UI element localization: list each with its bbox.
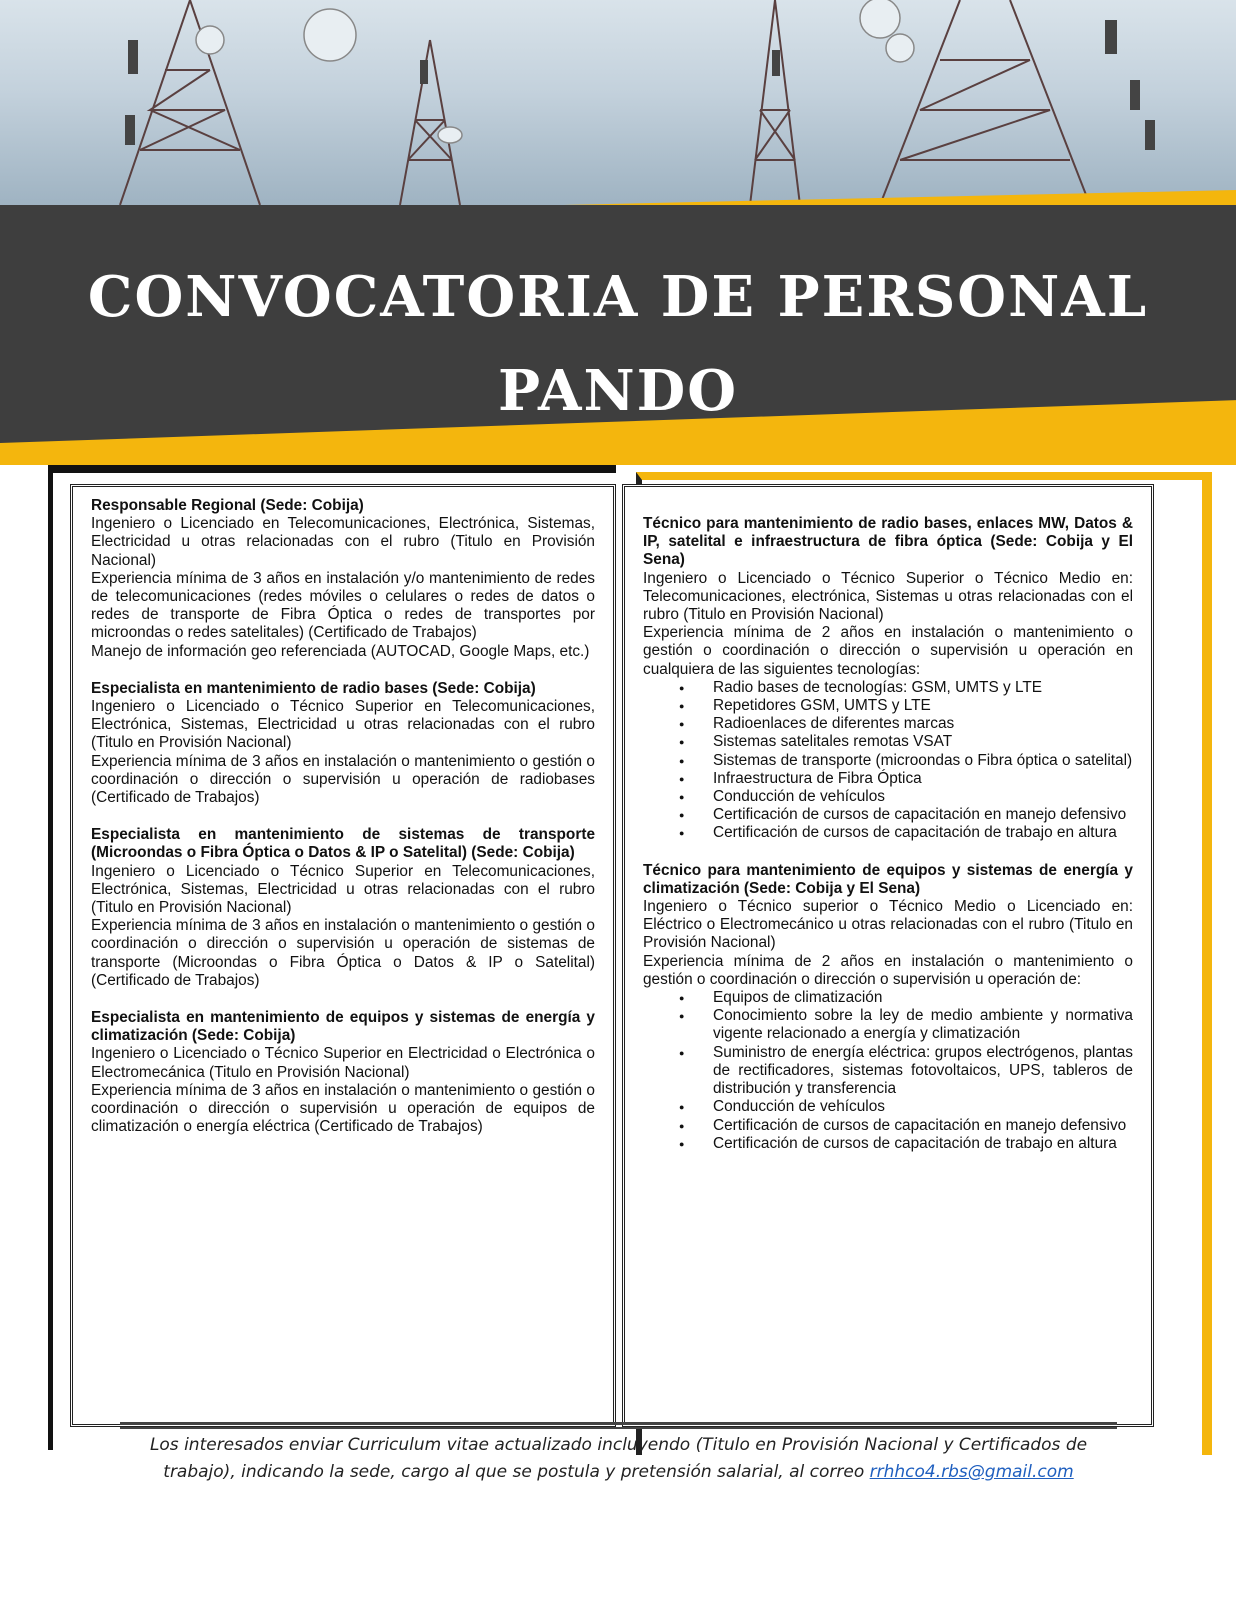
job-tecnico-radio-bases (643, 515, 1133, 843)
list-item: ● Radio bases de tecnologías: GSM, UMTS y LTE (713, 679, 1133, 697)
email-link[interactable]: rrhhco4.rbs@gmail.com (869, 1462, 1074, 1482)
job-requirement: Ingeniero o Licenciado o Técnico Superior en Electricidad o Electrónica o Electromecánica (Titulo en Provisión Nacional) (91, 1045, 595, 1081)
list-item: ● Repetidores GSM, UMTS y LTE (713, 697, 1133, 715)
job-especialista-energia (91, 1009, 595, 1136)
list-item: ● Equipos de climatización (713, 989, 1133, 1007)
list-item: ● Sistemas de transporte (microondas o Fibra óptica o satelital) (713, 752, 1133, 770)
job-requirement: Ingeniero o Técnico superior o Técnico Medio o Licenciado en: Eléctrico o Electromecánico u otras relacionadas con el rubro (Titulo en Provisión Nacional) (643, 898, 1133, 952)
job-especialista-radio-bases (91, 680, 595, 807)
title-line-1: CONVOCATORIA DE PERSONAL (87, 264, 1149, 330)
list-item: ● Certificación de cursos de capacitación de trabajo en altura (713, 824, 1133, 842)
page-title (0, 250, 1236, 438)
job-requirement: Ingeniero o Licenciado en Telecomunicaciones, Electrónica, Sistemas, Electricidad u otras relacionadas con el rubro (Titulo en Provisión Nacional) (91, 515, 595, 569)
technology-list (643, 679, 1133, 843)
footer-rule (120, 1427, 1117, 1429)
job-requirement: Experiencia mínima de 3 años en instalación y/o mantenimiento de redes de telecomunicaciones (redes móviles o celulares o redes de datos o redes de transporte de Fibra Óptica o redes de transportes por microondas o redes satelitales) (Certificado de Trabajos) (91, 569, 595, 642)
list-item: ● Certificación de cursos de capacitación de trabajo en altura (713, 1135, 1133, 1153)
list-item: ● Sistemas satelitales remotas VSAT (713, 733, 1133, 751)
list-item: ● Suministro de energía eléctrica: grupos electrógenos, plantas de rectificadores, sistemas fotovoltaicos, UPS, tableros de distribución y transferencia (713, 1044, 1133, 1099)
list-item: ● Radioenlaces de diferentes marcas (713, 715, 1133, 733)
job-requirement: Experiencia mínima de 3 años en instalación o mantenimiento o gestión o coordinación o dirección o supervisión u operación de equipos de climatización o energía eléctrica (Certificado de Trabajos) (91, 1081, 595, 1136)
job-especialista-transporte (91, 826, 595, 990)
title-line-2: PANDO (497, 358, 738, 424)
requirement-list (643, 989, 1133, 1153)
list-item: ● Conocimiento sobre la ley de medio ambiente y normativa vigente relacionado a energía y climatización (713, 1007, 1133, 1043)
job-title: Responsable Regional (Sede: Cobija) (91, 497, 364, 514)
header-photo (0, 0, 1236, 205)
job-title: Especialista en mantenimiento de sistemas de transporte (Microondas o Fibra Óptica o Datos & IP o Satelital) (Sede: Cobija) (91, 826, 595, 862)
job-title: Técnico para mantenimiento de equipos y sistemas de energía y climatización (Sede: Cobija y El Sena) (643, 861, 1133, 897)
job-title: Técnico para mantenimiento de radio bases, enlaces MW, Datos & IP, satelital e infraestructura de fibra óptica (Sede: Cobija y El Sena) (643, 515, 1133, 569)
job-requirement: Experiencia mínima de 3 años en instalación o mantenimiento o gestión o coordinación o dirección o supervisión u operación de radiobases (Certificado de Trabajos) (91, 752, 595, 807)
list-item: ● Conducción de vehículos (713, 1098, 1133, 1116)
job-requirement: Experiencia mínima de 2 años en instalación o mantenimiento o gestión o coordinación o dirección o supervisión u operación en cualquiera de las siguientes tecnologías: (643, 624, 1133, 678)
left-column (70, 484, 616, 1427)
job-requirement: Ingeniero o Licenciado o Técnico Superior en Telecomunicaciones, Electrónica, Sistemas, Electricidad u otras relacionadas con el rubro (Titulo en Provisión Nacional) (91, 862, 595, 917)
job-requirement: Experiencia mínima de 2 años en instalación o mantenimiento o gestión o coordinación o dirección o supervisión u operación de: (643, 952, 1133, 988)
list-item: ● Conducción de vehículos (713, 788, 1133, 806)
footer-instructions (120, 1432, 1117, 1486)
telecom-towers-illustration (0, 0, 1236, 205)
job-requirement: Manejo de información geo referenciada (AUTOCAD, Google Maps, etc.) (91, 642, 590, 660)
job-title: Especialista en mantenimiento de radio bases (Sede: Cobija) (91, 679, 536, 697)
job-requirement: Ingeniero o Licenciado o Técnico Superior en Telecomunicaciones, Electrónica, Sistemas, Electricidad u otras relacionadas con el rubro (Titulo en Provisión Nacional) (91, 698, 595, 752)
list-item: ● Certificación de cursos de capacitación en manejo defensivo (713, 1117, 1133, 1135)
list-item: ● Infraestructura de Fibra Óptica (713, 770, 1133, 788)
job-responsable-regional (91, 497, 595, 661)
footer-rule (120, 1422, 1117, 1425)
job-requirement: Ingeniero o Licenciado o Técnico Superior o Técnico Medio en: Telecomunicaciones, electrónica, Sistemas u otras relacionadas con el rubro (Titulo en Provisión Nacional) (643, 569, 1133, 624)
job-tecnico-energia (643, 862, 1133, 1153)
job-title: Especialista en mantenimiento de equipos y sistemas de energía y climatización (Sede: Cobija) (91, 1009, 595, 1045)
footer-text: Los interesados enviar Curriculum vitae actualizado incluyendo (Titulo en Provisión Nacional y Certificados de trabajo), indicando la sede, cargo al que se postula y pretensión salarial, al correo (149, 1435, 1088, 1482)
right-column (622, 484, 1154, 1427)
list-item: ● Certificación de cursos de capacitación en manejo defensivo (713, 806, 1133, 824)
job-requirement: Experiencia mínima de 3 años en instalación o mantenimiento o gestión o coordinación o dirección o supervisión u operación de sistemas de transporte (Microondas o Fibra Óptica o Datos & IP o Satelital) (Certificado de Trabajos) (91, 917, 595, 989)
